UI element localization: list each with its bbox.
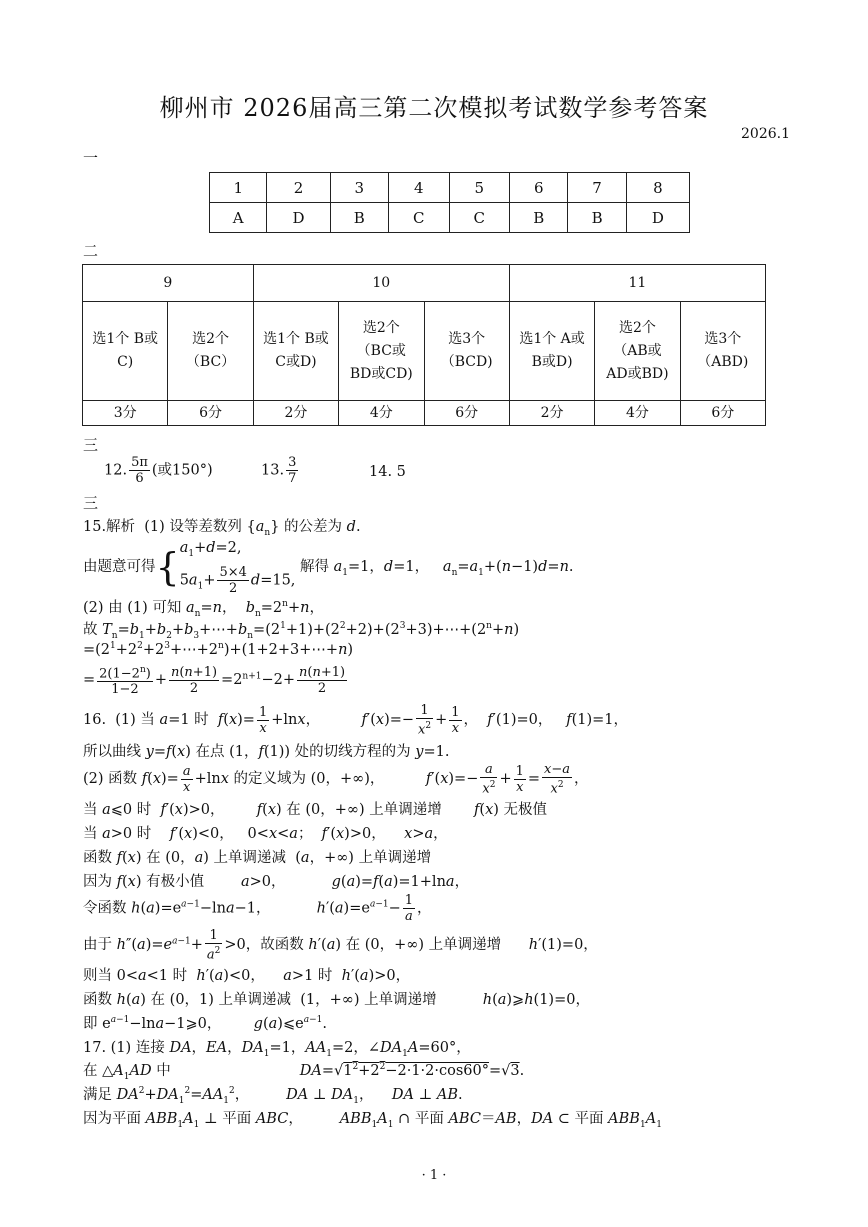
table-row	[83, 265, 766, 302]
answer-cell: D	[626, 203, 689, 233]
group-header: 11	[509, 265, 765, 302]
document-date: 2026.1	[741, 126, 790, 142]
q16-line11: 函数 h(a) 在 (0，1) 上单调递减 (1，+∞) 上单调递增 h(a)⩾h(1)=0，	[83, 992, 590, 1008]
answer-cell: B	[510, 203, 568, 233]
table-row	[210, 173, 690, 203]
answer-cell: D	[267, 203, 330, 233]
q15-heading: 15.解析 (1) 设等差数列 $\{a_n\}$ 的公差为 d.	[83, 519, 361, 538]
answer-q13	[261, 455, 300, 486]
section-two-label: 二	[83, 242, 99, 260]
question-number: 5	[449, 173, 510, 203]
group-header: 9	[83, 265, 254, 302]
option-cell: 选3个（ABD)	[680, 302, 765, 401]
q17-line2: 在 $\triangle A_1AD$ 中 $DA=√1^2+2^2-2\cdot 1\cdot 2\cdot\cos 60^\circ=√3$.	[83, 1062, 525, 1082]
section-three-label: 三	[83, 436, 99, 454]
answer-cell: B	[568, 203, 626, 233]
score-cell: 2分	[509, 401, 594, 426]
option-cell: 选3个（BCD)	[424, 302, 509, 401]
q15-line3: 故 $T_n=b_1+b_2+b_3+\cdots+b_n=(2^1+1)+(2^2+2)+(2^3+3)+\cdots+(2^n+n)$	[83, 621, 520, 641]
q16-line9: 由于 $h''(a)=e^{a-1}+$ $\frac{1}{a^2}$ >0，故函数 h′(a) 在 (0，+∞) 上单调递增 h′(1)=0，	[83, 928, 598, 963]
q17-line3: 满足 $DA^2+DA_1^2=AA_1^2$， DA ⊥ $DA_1$， DA ⊥ AB.	[83, 1086, 463, 1106]
q13-denominator: 7	[288, 471, 297, 486]
question-number: 7	[568, 173, 626, 203]
q17-line4: 因为平面 $ABB_1A_1$ ⊥ 平面 ABC， $ABB_1A_1$ ∩ 平面 ABC＝AB，DA ⊂ 平面 $ABB_1A_1$	[83, 1111, 662, 1130]
q17-line1: 17. (1) 连接 DA，EA，$DA_1=1$，$AA_1=2$，$\angle DA_1A=60^\circ$，	[83, 1040, 471, 1059]
q16-line4: 当 a⩽0 时 f′(x)>0， f(x) 在 (0，+∞) 上单调递增 f(x) 无极值	[83, 802, 548, 818]
question-number: 3	[330, 173, 388, 203]
q15-line2: (2) 由 (1) 可知 $a_n=n$， $b_n=2^n+n$，	[83, 599, 324, 619]
q16-line7: 因为 f(x) 有极小值 a>0， g(a)=f(a)=1+lna，	[83, 874, 470, 890]
answer-q14: 14. 5	[369, 464, 406, 480]
q16-line5: 当 a>0 时 f′(x)<0， 0<x<a； f′(x)>0， x>a，	[83, 826, 448, 842]
answer-cell: B	[330, 203, 388, 233]
q12-numerator: 5π	[131, 455, 148, 470]
q13-label: 13.	[261, 462, 285, 479]
page-number: · 1 ·	[421, 1168, 447, 1183]
q15-line4: $=(2^1+2^2+2^3+\cdots+2^n)+(1+2+3+\cdots+n)$	[83, 641, 354, 658]
option-cell: 选2个（AB或AD或BD)	[595, 302, 680, 401]
score-cell: 4分	[595, 401, 680, 426]
question-number: 4	[388, 173, 449, 203]
q15-line5: = $\frac{2(1-2^n)}{1-2}$ + $\frac{n(n+1)}{2}$ $=2^{n+1}-2+$ $\frac{n(n+1)}{2}$	[83, 664, 346, 698]
q16-line1: 16. (1) 当 a=1 时 f(x)= $\frac{1}{x}$ +lnx， f′(x)=− $\frac{1}{x^2}$ + $\frac{1}{x}$ ， f′(1)=0， f(1)=1，	[83, 703, 628, 738]
score-cell: 2分	[253, 401, 338, 426]
group-header: 10	[253, 265, 509, 302]
section-three-label-2: 三	[83, 494, 99, 512]
q16-line10: 则当 0<a<1 时 h′(a)<0， a>1 时 h′(a)>0，	[83, 968, 411, 984]
score-cell: 6分	[424, 401, 509, 426]
answer-cell: A	[210, 203, 267, 233]
answer-cell: C	[449, 203, 510, 233]
q13-numerator: 3	[288, 455, 297, 470]
choice-answer-table	[209, 172, 690, 233]
score-cell: 6分	[168, 401, 253, 426]
score-cell: 6分	[680, 401, 765, 426]
option-cell: 选1个 B或C)	[83, 302, 168, 401]
question-number: 1	[210, 173, 267, 203]
option-cell: 选2个（BC）	[168, 302, 253, 401]
q16-line3: (2) 函数 f(x)= $\frac{a}{x}$ +lnx 的定义域为 (0，+∞)， f′(x)=− $\frac{a}{x^2}$ + $\frac{1}{x}$ = $\frac{x-a}{x^2}$ ，	[83, 762, 589, 797]
q16-line2: 所以曲线 y=f(x) 在点 (1，f(1)) 处的切线方程的为 y=1.	[83, 744, 450, 760]
question-number: 2	[267, 173, 330, 203]
table-row	[210, 203, 690, 233]
question-number: 8	[626, 173, 689, 203]
q15-system: 由题意可得{ $a_1+d=2$, $5a_1+$ $\frac{5\times 4}{2}$ d=15, 解得 $a_1=1$，d=1， $a_n=a_1+(n-1)d=n$.	[83, 540, 574, 596]
section-one-label: 一	[83, 149, 99, 167]
q12-label: 12.	[104, 462, 128, 479]
q12-extra: (或150°)	[151, 462, 213, 479]
answer-q12	[104, 455, 213, 486]
option-cell: 选1个 B或C或D)	[253, 302, 338, 401]
option-cell: 选2个（BC或BD或CD)	[339, 302, 424, 401]
q16-line6: 函数 f(x) 在 (0，a) 上单调递减 (a，+∞) 上单调递增	[83, 850, 432, 866]
answer-cell: C	[388, 203, 449, 233]
q12-denominator: 6	[135, 471, 144, 486]
table-row	[83, 302, 766, 401]
score-cell: 4分	[339, 401, 424, 426]
table-row	[83, 401, 766, 426]
score-cell: 3分	[83, 401, 168, 426]
question-number: 6	[510, 173, 568, 203]
option-cell: 选1个 A或B或D)	[509, 302, 594, 401]
q16-line12: 即 $e^{a-1}-\ln a-1⩾0$， $g(a)⩽e^{a-1}$.	[83, 1015, 327, 1032]
page-title: 柳州市 2026届高三第二次模拟考试数学参考答案	[159, 94, 709, 122]
multi-choice-score-table	[82, 264, 766, 426]
q16-line8: 令函数 $h(a)=e^{a-1}-\ln a-1$， $h'(a)=e^{a-1}-$ $\frac{1}{a}$ ，	[83, 893, 432, 924]
